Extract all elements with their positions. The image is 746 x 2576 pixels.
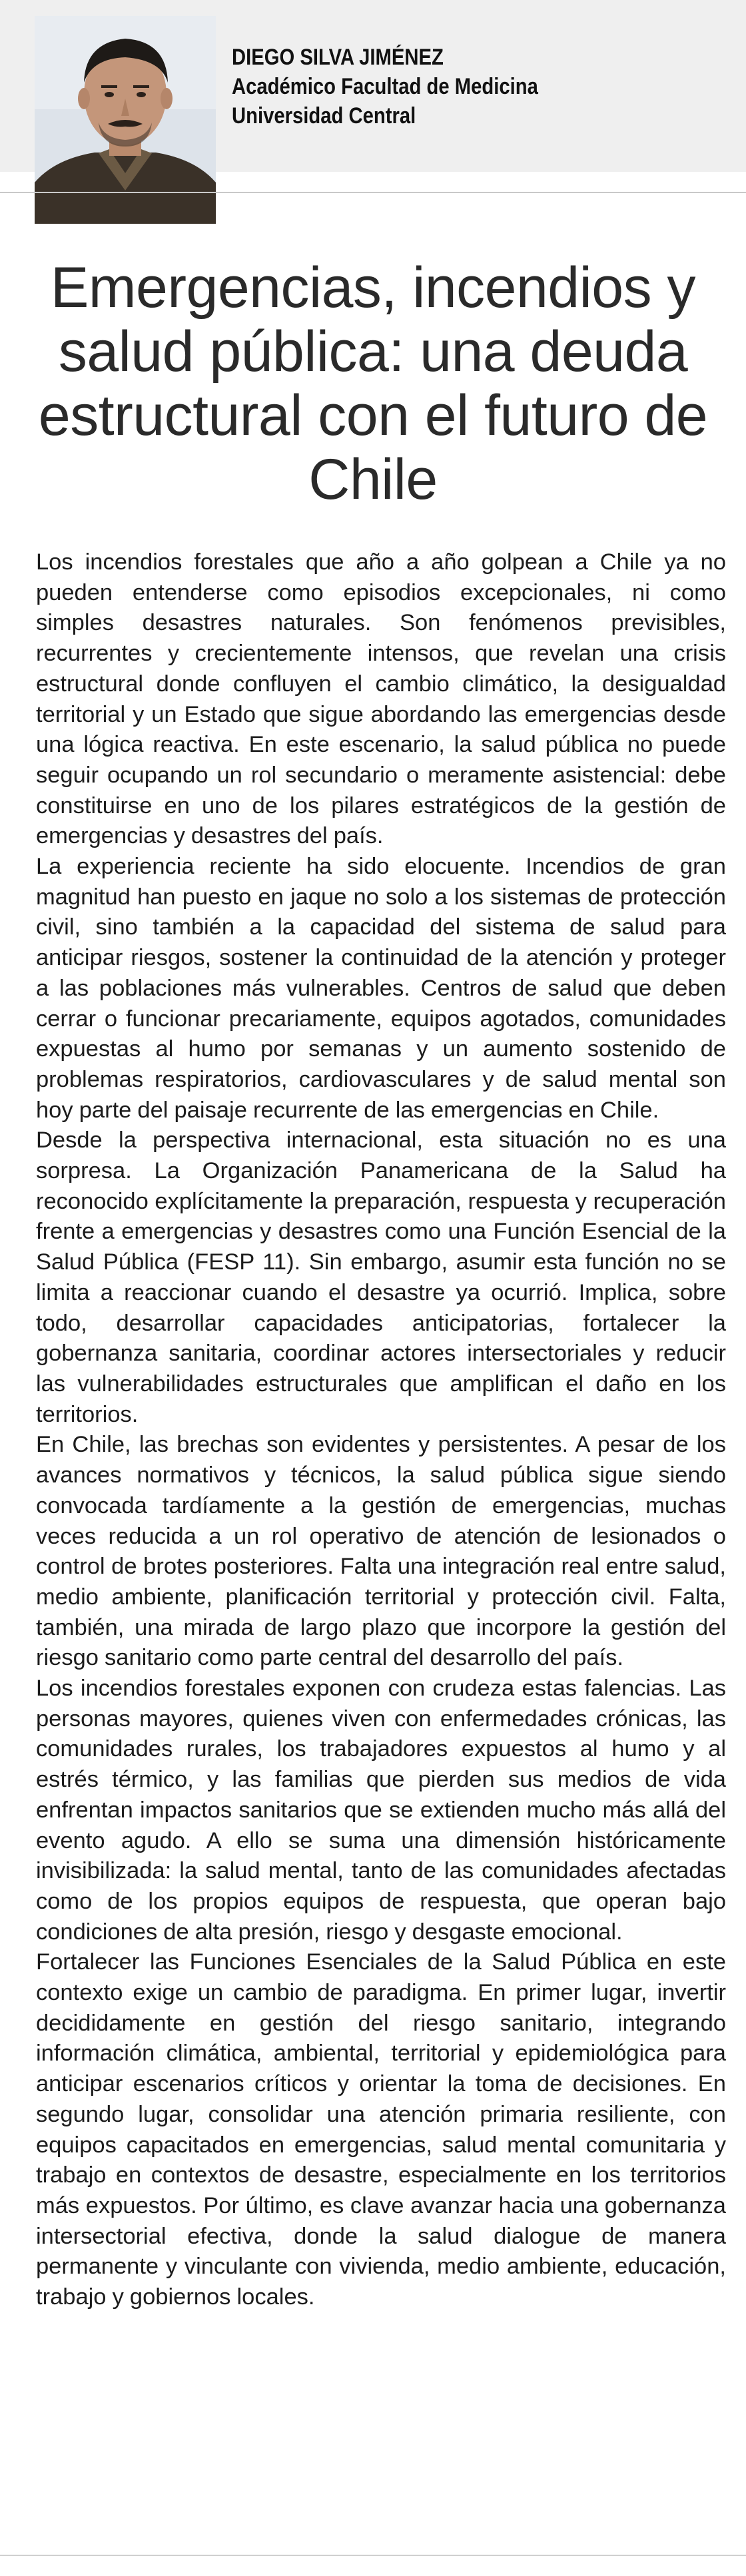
author-name: DIEGO SILVA JIMÉNEZ <box>232 45 444 70</box>
article-paragraph: Desde la perspectiva internacional, esta situación no es una sorpresa. La Organización Panamericana de la Salud ha reconocido explícitamente la preparación, respuesta y recuperación frente a emergencias y desastres como una Función Esencial de la Salud Pública (FESP 11). Sin embargo, asumir esta función no se limita a reaccionar cuando el desastre ya ocurrió. Implica, sobre todo, desarrollar capacidades anticipatorias, fortalecer la gobernanza sanitaria, coordinar actores intersectoriales y reducir las vulnerabilidades estructurales que amplifican el daño en los territorios. <box>36 1127 726 1427</box>
article-paragraph: Fortalecer las Funciones Esenciales de la Salud Pública en este contexto exige un cambio de paradigma. En primer lugar, invertir decididamente en gestión del riesgo sanitario, integrando información climática, ambiental, territorial y epidemiológica para anticipar escenarios críticos y orientar la toma de decisiones. En segundo lugar, consolidar una atención primaria resiliente, con equipos capacitados en emergencias, salud mental comunitaria y trabajo en contextos de desastre, especialmente en los territorios más expuestos. Por último, es clave avanzar hacia una gobernanza intersectorial efectiva, donde la salud dialogue de manera permanente y vinculante con vivienda, medio ambiente, educación, trabajo y gobiernos locales. <box>36 1949 726 2310</box>
article-title: Emergencias, incendios y salud pública: una deuda estructural con el futuro de Chile <box>38 256 708 511</box>
article-paragraph: Los incendios forestales exponen con crudeza estas falencias. Las personas mayores, quienes viven con enfermedades crónicas, las comunidades rurales, los trabajadores expuestos al humo y al estrés térmico, y las familias que pierden sus medios de vida enfrentan impactos sanitarios que se extienden mucho más allá del evento agudo. A ello se suma una dimensión históricamente invisibilizada: la salud mental, tanto de las comunidades afectadas como de los propios equipos de respuesta, que operan bajo condiciones de alta presión, riesgo y desgaste emocional. <box>36 1676 726 1945</box>
footer-divider <box>0 2555 746 2556</box>
article-paragraph: Los incendios forestales que año a año golpean a Chile ya no pueden entenderse como episodios excepcionales, ni como simples desastres naturales. Son fenómenos previsibles, recurrentes y crecientemente intensos, que revelan una crisis estructural donde confluyen el cambio climático, la desigualdad territorial y un Estado que sigue abordando las emergencias desde una lógica reactiva. En este escenario, la salud pública no puede seguir ocupando un rol secundario o meramente asistencial: debe constituirse en uno de los pilares estratégicos de la gestión de emergencias y desastres del país. <box>36 549 726 849</box>
author-byline <box>232 43 655 131</box>
article-body <box>36 547 726 2313</box>
article-paragraph: La experiencia reciente ha sido elocuente. Incendios de gran magnitud han puesto en jaque no solo a los sistemas de protección civil, sino también a la capacidad del sistema de salud para anticipar riesgos, sostener la continuidad de la atención y proteger a las poblaciones más vulnerables. Centros de salud que deben cerrar o funcionar precariamente, equipos agotados, comunidades expuestas al humo por semanas y un aumento sostenido de problemas respiratorios, cardiovasculares y de salud mental son hoy parte del paisaje recurrente de las emergencias en Chile. <box>36 854 726 1123</box>
header-divider <box>0 192 746 193</box>
article-paragraph: En Chile, las brechas son evidentes y persistentes. A pesar de los avances normativos y técnicos, la salud pública sigue siendo convocada tardíamente a la gestión de emergencias, muchas veces reducida a un rol operativo de atención de lesionados o control de brotes posteriores. Falta una integración real entre salud, medio ambiente, planificación territorial y protección civil. Falta, también, una mirada de largo plazo que incorpore la gestión del riesgo sanitario como parte central del desarrollo del país. <box>36 1432 726 1671</box>
author-institution: Universidad Central <box>232 103 416 129</box>
author-role: Académico Facultad de Medicina <box>232 74 538 99</box>
